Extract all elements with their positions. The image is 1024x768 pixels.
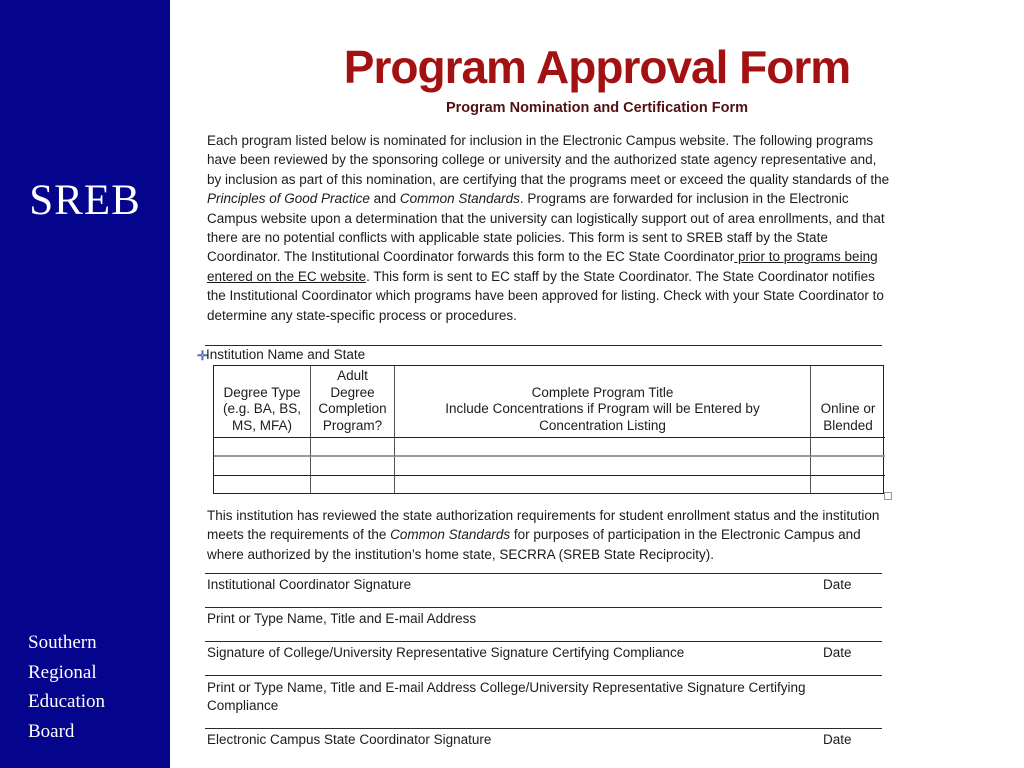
divider-line: [205, 345, 882, 346]
table-cell-empty[interactable]: [311, 476, 395, 493]
program-table: [213, 365, 884, 494]
cert-text: for purposes of participation in the Electronic Campus and where authorized by the institution’s home state, SECRRA (SREB State Reciprocity).: [207, 527, 861, 562]
table-cell-empty[interactable]: [395, 438, 811, 457]
table-cell-empty[interactable]: [214, 438, 311, 457]
signature-label: Signature of College/University Representative Signature Certifying Compliance: [207, 645, 685, 660]
cert-text: This institution has reviewed the state authorization requirements for student enrollment status and the institution meets the requirements of the: [207, 508, 880, 543]
table-cell-empty[interactable]: [811, 438, 885, 457]
sidebar: [0, 0, 170, 768]
signature-label-row: [207, 577, 891, 594]
table-cell-empty[interactable]: [811, 457, 885, 476]
intro-italic-common-standards: Common Standards: [399, 191, 520, 207]
form-heading: Program Nomination and Certification Form: [445, 100, 749, 116]
intro-paragraph: [207, 131, 891, 325]
signature-label-row: [207, 611, 891, 628]
table-cell-empty[interactable]: [214, 457, 311, 476]
signature-label: Institutional Coordinator Signature: [207, 577, 412, 592]
signature-label-row: [207, 645, 891, 662]
header-adult-degree: Adult Degree Completion Program?: [311, 366, 395, 438]
header-program-title: Complete Program Title Include Concentrations if Program will be Entered by Concentration Listing: [395, 366, 811, 438]
org-line: Education: [28, 691, 106, 712]
signature-label: Print or Type Name, Title and E-mail Address: [207, 611, 477, 626]
table-resize-handle[interactable]: [884, 492, 892, 500]
object-anchor-icon: ✛: [197, 348, 208, 363]
signature-label-row: [207, 732, 891, 749]
table-cell-empty[interactable]: [311, 457, 395, 476]
institution-name-label: Institution Name and State: [206, 347, 366, 362]
cert-italic-common-standards: Common Standards: [390, 527, 511, 543]
intro-italic-principles: Principles of Good Practice: [207, 191, 370, 207]
org-line: Southern: [28, 632, 97, 653]
org-line: Regional: [28, 661, 97, 683]
table-cell-empty[interactable]: [811, 476, 885, 493]
header-degree-type: Degree Type (e.g. BA, BS, MS, MFA): [214, 366, 311, 438]
slide-title: Program Approval Form: [343, 41, 851, 93]
signature-label-row: [207, 679, 867, 714]
intro-text: . Programs are forwarded for inclusion in the Electronic Campus website upon a determination that the university can logistically support out of area enrollments, and that there are no potential conflicts with applicable state policies. This form is sent to SREB staff by the State Coordinator. The Institutional Coordinator forwards this form to the EC State Coordinator: [207, 191, 885, 265]
certification-paragraph: [207, 506, 891, 564]
intro-text: Each program listed below is nominated for inclusion in the Electronic Campus website. The following programs have been reviewed by the sponsoring college or university and the authorized state agency representative and, by inclusion as part of this nomination, are certifying that the programs meet or exceed the quality standards of the: [207, 133, 890, 187]
intro-underlined-text: prior to programs being entered on the EC website: [207, 249, 878, 284]
date-label: Date: [823, 577, 852, 592]
org-line: Board: [28, 720, 75, 742]
header-online-blended: Online or Blended: [811, 366, 885, 438]
signature-line: [205, 728, 882, 729]
intro-text: and: [369, 191, 400, 207]
signature-line: [205, 607, 882, 608]
signature-label: Print or Type Name, Title and E-mail Address College/University Representative Signature Certifying Compliance: [207, 680, 806, 713]
sreb-logo: SREB: [29, 177, 141, 224]
date-label: Date: [823, 645, 852, 660]
signature-line: [205, 641, 882, 642]
signature-label: Electronic Campus State Coordinator Signature: [207, 732, 492, 747]
table-cell-empty[interactable]: [395, 457, 811, 476]
date-label: Date: [823, 732, 852, 747]
org-name: [28, 628, 105, 746]
table-cell-empty[interactable]: [311, 438, 395, 457]
intro-text: . This form is sent to EC staff by the State Coordinator. The State Coordinator notifies the Institutional Coordinator which programs have been approved for listing. Check with your State Coordinator to determine any state-specific process or procedures.: [207, 268, 884, 323]
signature-line: [205, 675, 882, 676]
signature-line: [205, 573, 882, 574]
table-cell-empty[interactable]: [214, 476, 311, 493]
table-cell-empty[interactable]: [395, 476, 811, 493]
